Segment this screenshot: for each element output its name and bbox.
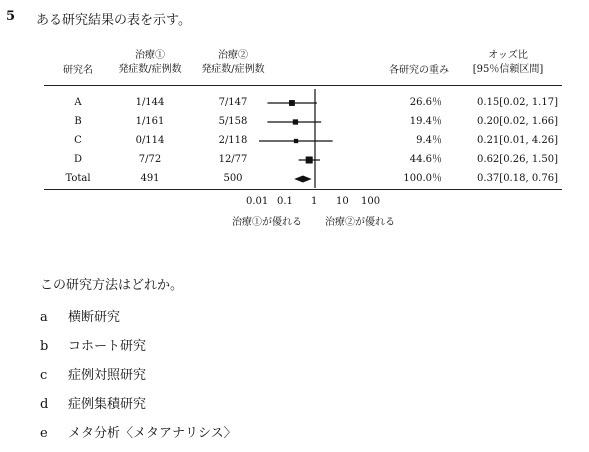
row-treat2-count: 12/77 (218, 154, 248, 165)
choice-letter: d (40, 397, 49, 412)
point-estimate-d (306, 156, 313, 163)
point-estimate-c (294, 139, 298, 143)
question-text: ある研究結果の表を示す。 (36, 13, 191, 28)
row-odds-ratio: 0.62[0.26, 1.50] (477, 154, 558, 165)
header-or: オッズ比 (488, 50, 528, 61)
axis-tick-label: 1 (311, 196, 318, 207)
choice-c[interactable] (40, 364, 146, 383)
choice-text: 症例対照研究 (68, 368, 147, 383)
choice-text: メタ分析〈メタアナリシス〉 (68, 426, 237, 441)
header-weight: 各研究の重み (389, 65, 449, 76)
row-treat1-count: 1/161 (135, 116, 165, 127)
row-treat1-count: 1/144 (135, 97, 165, 108)
pooled-diamond (294, 176, 312, 183)
choice-text: 症例集積研究 (68, 397, 147, 412)
row-treat2-count: 500 (223, 173, 243, 184)
header-treat2-counts: 発症数/症例数 (201, 64, 265, 75)
choice-d[interactable] (40, 393, 146, 412)
row-weight: 100.0％ (403, 173, 442, 184)
row-weight: 26.6％ (409, 97, 442, 108)
row-odds-ratio: 0.20[0.02, 1.66] (477, 116, 558, 127)
point-estimate-a (289, 100, 295, 106)
favors-treat2-label: 治療②が優れる (325, 217, 395, 228)
header-or-ci: [95％信頼区間] (472, 64, 544, 75)
header-study: 研究名 (63, 65, 93, 76)
point-estimate-b (293, 119, 298, 124)
row-odds-ratio: 0.21[0.01, 4.26] (477, 135, 558, 146)
choice-a[interactable] (40, 306, 120, 325)
axis-tick-label: 10 (336, 196, 349, 207)
choice-text: 横断研究 (68, 310, 121, 325)
choice-text: コホート研究 (68, 339, 147, 354)
row-treat1-count: 7/72 (138, 154, 162, 165)
row-study-name: A (74, 97, 82, 108)
header-treat1-counts: 発症数/症例数 (118, 64, 182, 75)
axis-tick-label: 0.01 (246, 196, 269, 207)
choices-prompt: この研究方法はどれか。 (40, 278, 184, 293)
row-treat2-count: 5/158 (218, 116, 248, 127)
row-treat2-count: 2/118 (218, 135, 248, 146)
favors-treat1-label: 治療①が優れる (232, 217, 302, 228)
choice-letter: c (40, 368, 48, 383)
header-treat2-name: 治療② (218, 50, 248, 61)
row-study-name: D (73, 154, 83, 165)
row-treat1-count: 0/114 (135, 135, 165, 146)
row-study-name: C (74, 135, 82, 146)
row-odds-ratio: 0.15[0.02, 1.17] (477, 97, 558, 108)
axis-tick-label: 0.1 (277, 196, 293, 207)
row-treat1-count: 491 (140, 173, 160, 184)
row-treat2-count: 7/147 (218, 97, 248, 108)
row-weight: 9.4％ (416, 135, 442, 146)
row-study-name: Total (65, 173, 91, 184)
choice-letter: b (40, 339, 49, 354)
choice-b[interactable] (40, 335, 146, 354)
question-number: 5 (6, 9, 16, 24)
row-weight: 19.4％ (409, 116, 442, 127)
choice-letter: a (40, 310, 48, 325)
row-odds-ratio: 0.37[0.18, 0.76] (477, 173, 558, 184)
row-study-name: B (74, 116, 82, 127)
axis-tick-label: 100 (361, 196, 381, 207)
header-treat1-name: 治療① (135, 50, 165, 61)
choice-letter: e (40, 426, 48, 441)
choice-e[interactable] (40, 422, 237, 441)
row-weight: 44.6％ (409, 154, 442, 165)
